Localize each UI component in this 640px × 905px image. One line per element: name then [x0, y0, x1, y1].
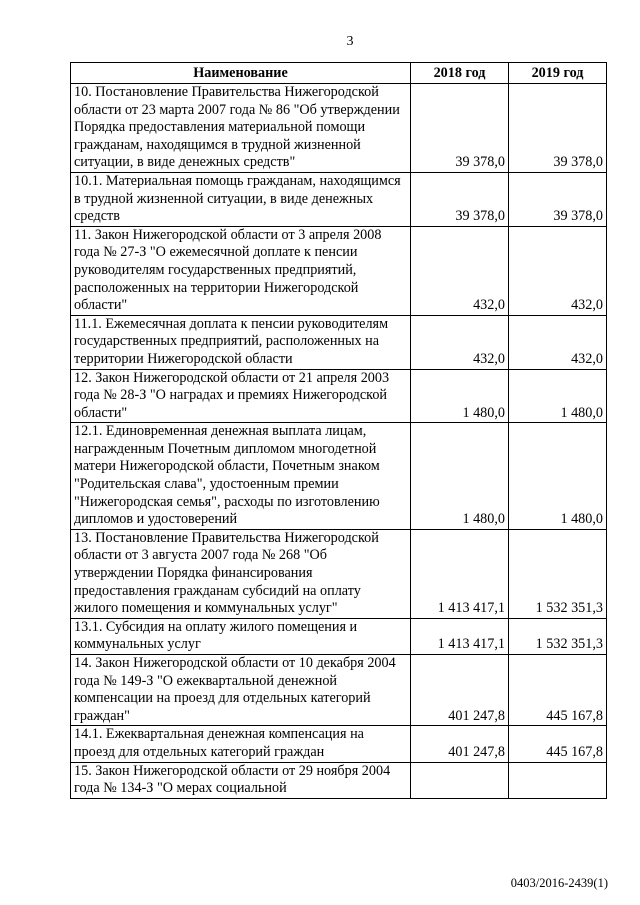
row-2018-value: 39 378,0	[411, 84, 509, 173]
table-row	[71, 423, 607, 530]
row-name: 15. Закон Нижегородской области от 29 ноября 2004 года № 134-З "О мерах социальной	[71, 762, 411, 798]
table-row	[71, 315, 607, 369]
table-row	[71, 529, 607, 618]
row-2019-value: 432,0	[509, 226, 607, 315]
row-name: 13. Постановление Правительства Нижегородской области от 3 августа 2007 года № 268 "Об утверждении Порядка финансирования предоставления гражданам субсидий на оплату жилого помещения и коммунальных услуг"	[71, 529, 411, 618]
page-number: 3	[346, 34, 354, 49]
row-2019-value: 1 480,0	[509, 423, 607, 530]
row-name: 11. Закон Нижегородской области от 3 апреля 2008 года № 27-З "О ежемесячной доплате к пенсии руководителям государственных предприятий, расположенных на территории Нижегородской области"	[71, 226, 411, 315]
row-name: 13.1. Субсидия на оплату жилого помещения и коммунальных услуг	[71, 618, 411, 654]
table-row	[71, 84, 607, 173]
row-2019-value: 432,0	[509, 315, 607, 369]
row-2019-value: 1 480,0	[509, 369, 607, 423]
row-name: 12.1. Единовременная денежная выплата лицам, награжденным Почетным дипломом многодетной матери Нижегородской области, Почетным знаком "Родительская слава", удостоенным премии "Нижегородская семья", расходы по изготовлению дипломов и удостоверений	[71, 423, 411, 530]
row-2018-value	[411, 762, 509, 798]
row-2019-value: 39 378,0	[509, 172, 607, 226]
table-row	[71, 762, 607, 798]
row-name: 14.1. Ежеквартальная денежная компенсация на проезд для отдельных категорий граждан	[71, 726, 411, 762]
document-code: 0403/2016-2439(1)	[510, 876, 608, 890]
row-2018-value: 1 480,0	[411, 369, 509, 423]
table-header-row	[71, 63, 607, 84]
header-name: Наименование	[71, 63, 411, 84]
row-2019-value: 39 378,0	[509, 84, 607, 173]
table-row	[71, 369, 607, 423]
budget-table	[70, 62, 607, 799]
row-2018-value: 401 247,8	[411, 726, 509, 762]
table-row	[71, 726, 607, 762]
row-2018-value: 401 247,8	[411, 655, 509, 726]
table-row	[71, 226, 607, 315]
header-2018: 2018 год	[411, 63, 509, 84]
row-2018-value: 39 378,0	[411, 172, 509, 226]
row-2018-value: 432,0	[411, 226, 509, 315]
row-2018-value: 1 480,0	[411, 423, 509, 530]
row-name: 10.1. Материальная помощь гражданам, находящимся в трудной жизненной ситуации, в виде денежных средств	[71, 172, 411, 226]
table-row	[71, 172, 607, 226]
row-2018-value: 1 413 417,1	[411, 529, 509, 618]
row-2019-value: 1 532 351,3	[509, 529, 607, 618]
row-name: 11.1. Ежемесячная доплата к пенсии руководителям государственных предприятий, расположенных на территории Нижегородской области	[71, 315, 411, 369]
row-name: 10. Постановление Правительства Нижегородской области от 23 марта 2007 года № 86 "Об утверждении Порядка предоставления материальной помощи гражданам, находящимся в трудной жизненной ситуации, в виде денежных средств"	[71, 84, 411, 173]
row-2019-value	[509, 762, 607, 798]
row-name: 14. Закон Нижегородской области от 10 декабря 2004 года № 149-З "О ежеквартальной денежной компенсации на проезд для отдельных категорий граждан"	[71, 655, 411, 726]
row-2018-value: 432,0	[411, 315, 509, 369]
header-2019: 2019 год	[509, 63, 607, 84]
row-2018-value: 1 413 417,1	[411, 618, 509, 654]
table-row	[71, 618, 607, 654]
row-2019-value: 445 167,8	[509, 726, 607, 762]
row-name: 12. Закон Нижегородской области от 21 апреля 2003 года № 28-З "О наградах и премиях Нижегородской области"	[71, 369, 411, 423]
row-2019-value: 445 167,8	[509, 655, 607, 726]
table-row	[71, 655, 607, 726]
row-2019-value: 1 532 351,3	[509, 618, 607, 654]
